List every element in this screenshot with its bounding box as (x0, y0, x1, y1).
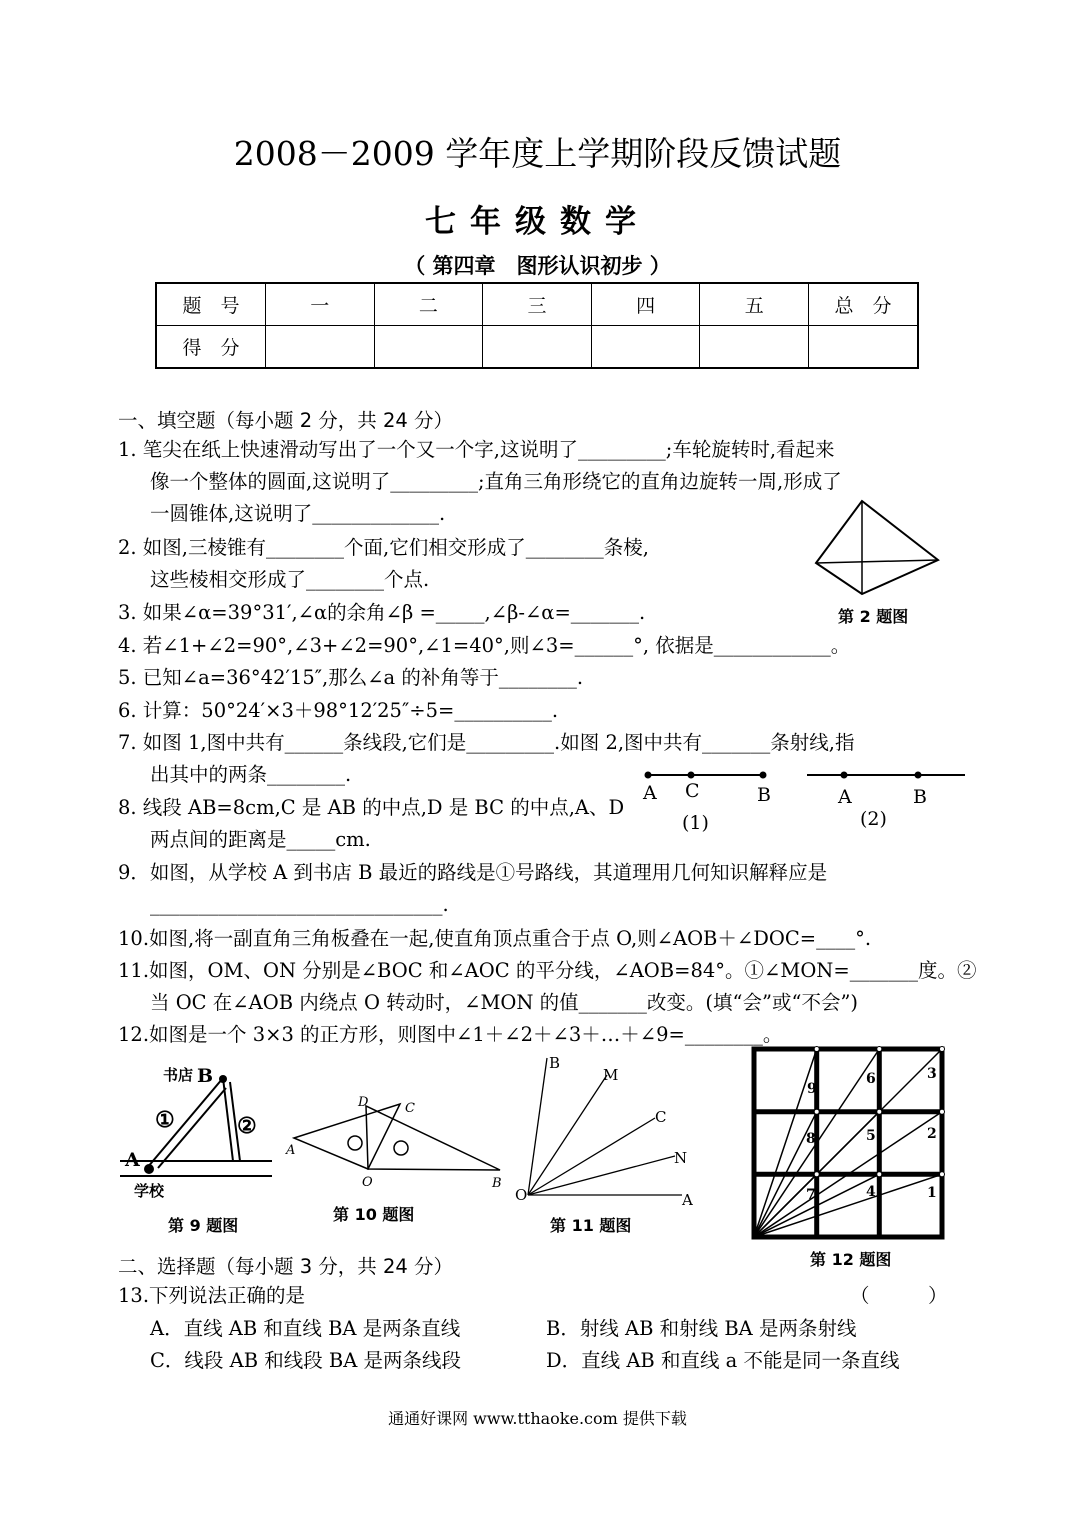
table-cell: 四 (591, 283, 700, 326)
table-cell: 二 (374, 283, 483, 326)
point-label: A (286, 1143, 296, 1158)
point-label: C (405, 1101, 415, 1116)
point-label: A (682, 1191, 693, 1209)
question-line: 12.如图是一个 3×3 的正方形，则图中∠1＋∠2＋∠3＋…＋∠9=________。 (118, 1023, 783, 1046)
point-label: M (603, 1066, 619, 1084)
figure-label: (1) (682, 812, 709, 834)
angle-number: 9 (807, 1081, 817, 1097)
school-bookstore-figure (110, 1055, 280, 1203)
point-label: B (757, 784, 771, 806)
question-line: 8. 线段 AB=8cm,C 是 AB 的中点,D 是 BC 的中点,A、D (118, 796, 625, 819)
figure-caption: 第 9 题图 (168, 1216, 239, 1235)
point-label: B (913, 786, 927, 808)
angle-number: 4 (866, 1184, 876, 1200)
question-line: 像一个整体的圆面,这说明了_________;直角三角形绕它的直角边旋转一周,形成了 (150, 470, 842, 493)
pyramid-figure (810, 495, 950, 600)
score-entry-cell[interactable] (700, 326, 809, 369)
figure-caption: 第 10 题图 (333, 1205, 415, 1224)
option-d: D．直线 AB 和直线 a 不能是同一条直线 (546, 1349, 900, 1372)
section1-heading: 一、填空题（每小题 2 分，共 24 分） (118, 409, 454, 432)
page-title: 2008－2009 学年度上学期阶段反馈试题 (233, 134, 842, 173)
score-table (155, 282, 919, 369)
score-entry-cell[interactable] (374, 326, 483, 369)
score-entry-cell[interactable] (591, 326, 700, 369)
section2-heading: 二、选择题（每小题 3 分，共 24 分） (118, 1255, 454, 1278)
question-line: 一圆锥体,这说明了_____________. (150, 502, 446, 525)
angle-number: 7 (806, 1187, 816, 1203)
point-label: N (674, 1149, 688, 1167)
table-cell: 题 号 (156, 283, 265, 326)
table-cell: 三 (483, 283, 592, 326)
triangle-set-figure (282, 1088, 507, 1193)
table-cell: 一 (265, 283, 374, 326)
point-label: B (197, 1065, 214, 1087)
score-entry-cell[interactable] (809, 326, 918, 369)
figure-label: (2) (860, 808, 887, 830)
question-line: 4. 若∠1+∠2=90°,∠3+∠2=90°,∠1=40°,则∠3=______°, 依据是____________。 (118, 634, 851, 657)
question-line: 出其中的两条________. (150, 763, 352, 786)
point-label: A (643, 782, 657, 804)
point-label: C (685, 780, 700, 802)
angle-number: 8 (806, 1131, 816, 1147)
question-line: 5. 已知∠a=36°42′15″,那么∠a 的补角等于________. (118, 666, 584, 689)
angle-number: 6 (866, 1071, 876, 1087)
option-a: A．直线 AB 和直线 BA 是两条直线 (150, 1317, 461, 1340)
score-entry-cell[interactable] (265, 326, 374, 369)
question-line: 当 OC 在∠AOB 内绕点 O 转动时，∠MON 的值_______改变。(填“会”或“不会”) (150, 991, 859, 1014)
answer-paren: （ ） (850, 1284, 948, 1307)
rays-figure (510, 1048, 700, 1213)
question-line: 1. 笔尖在纸上快速滑动写出了一个又一个字,这说明了_________;车轮旋转时,看起来 (118, 438, 835, 461)
page-subtitle: 七年级数学 (425, 204, 650, 240)
chapter-heading: （ 第四章 图形认识初步 ） (404, 254, 671, 278)
table-row (156, 283, 918, 326)
angle-number: 2 (927, 1126, 937, 1142)
angle-number: 1 (927, 1185, 937, 1201)
option-c: C．线段 AB 和线段 BA 是两条线段 (150, 1349, 462, 1372)
table-row (156, 326, 918, 369)
table-cell: 五 (700, 283, 809, 326)
point-label: B (492, 1176, 502, 1191)
question-line: 13.下列说法正确的是 (118, 1284, 306, 1307)
question-line: 6. 计算：50°24′×3＋98°12′25″÷5=__________. (118, 699, 559, 722)
angle-number: 3 (927, 1066, 937, 1082)
point-label: O (362, 1175, 373, 1190)
question-line: 9．如图，从学校 A 到书店 B 最近的路线是①号路线，其道理用几何知识解释应是 (118, 861, 828, 884)
route-label: ② (237, 1113, 257, 1139)
point-label: A (125, 1149, 140, 1171)
place-label: 书店 (163, 1066, 194, 1084)
question-line: ______________________________. (150, 893, 449, 916)
question-line: 10.如图,将一副直角三角板叠在一起,使直角顶点重合于点 O,则∠AOB＋∠DOC=____°. (118, 927, 872, 950)
question-line: 7. 如图 1,图中共有______条线段,它们是_________.如图 2,图中共有_______条射线,指 (118, 731, 855, 754)
question-line: 11.如图，OM、ON 分别是∠BOC 和∠AOC 的平分线，∠AOB=84°。①∠MON=_______度。② (118, 959, 977, 982)
figure-caption: 第 11 题图 (550, 1216, 632, 1235)
option-b: B．射线 AB 和射线 BA 是两条射线 (546, 1317, 857, 1340)
table-cell: 总 分 (809, 283, 918, 326)
point-label: O (515, 1186, 528, 1204)
question-line: 这些棱相交形成了________个点. (150, 568, 430, 591)
point-label: B (549, 1054, 561, 1072)
score-entry-cell[interactable] (483, 326, 592, 369)
question-line: 2. 如图,三棱锥有________个面,它们相交形成了________条棱, (118, 536, 649, 559)
question-line: 两点间的距离是_____cm. (150, 828, 371, 851)
figure-caption: 第 12 题图 (810, 1250, 892, 1269)
point-label: A (838, 786, 852, 808)
segment-ray-figure (635, 760, 970, 840)
angle-number: 5 (866, 1128, 876, 1144)
figure-caption: 第 2 题图 (838, 607, 909, 626)
route-label: ① (155, 1107, 175, 1133)
table-cell: 得 分 (156, 326, 265, 369)
place-label: 学校 (134, 1182, 165, 1200)
question-line: 3. 如果∠α=39°31′,∠α的余角∠β =_____,∠β-∠α=_______. (118, 601, 646, 624)
point-label: D (358, 1095, 369, 1110)
grid-angles-figure (745, 1042, 950, 1242)
page-footer: 通通好课网 www.tthaoke.com 提供下载 (388, 1409, 687, 1428)
point-label: C (655, 1108, 667, 1126)
